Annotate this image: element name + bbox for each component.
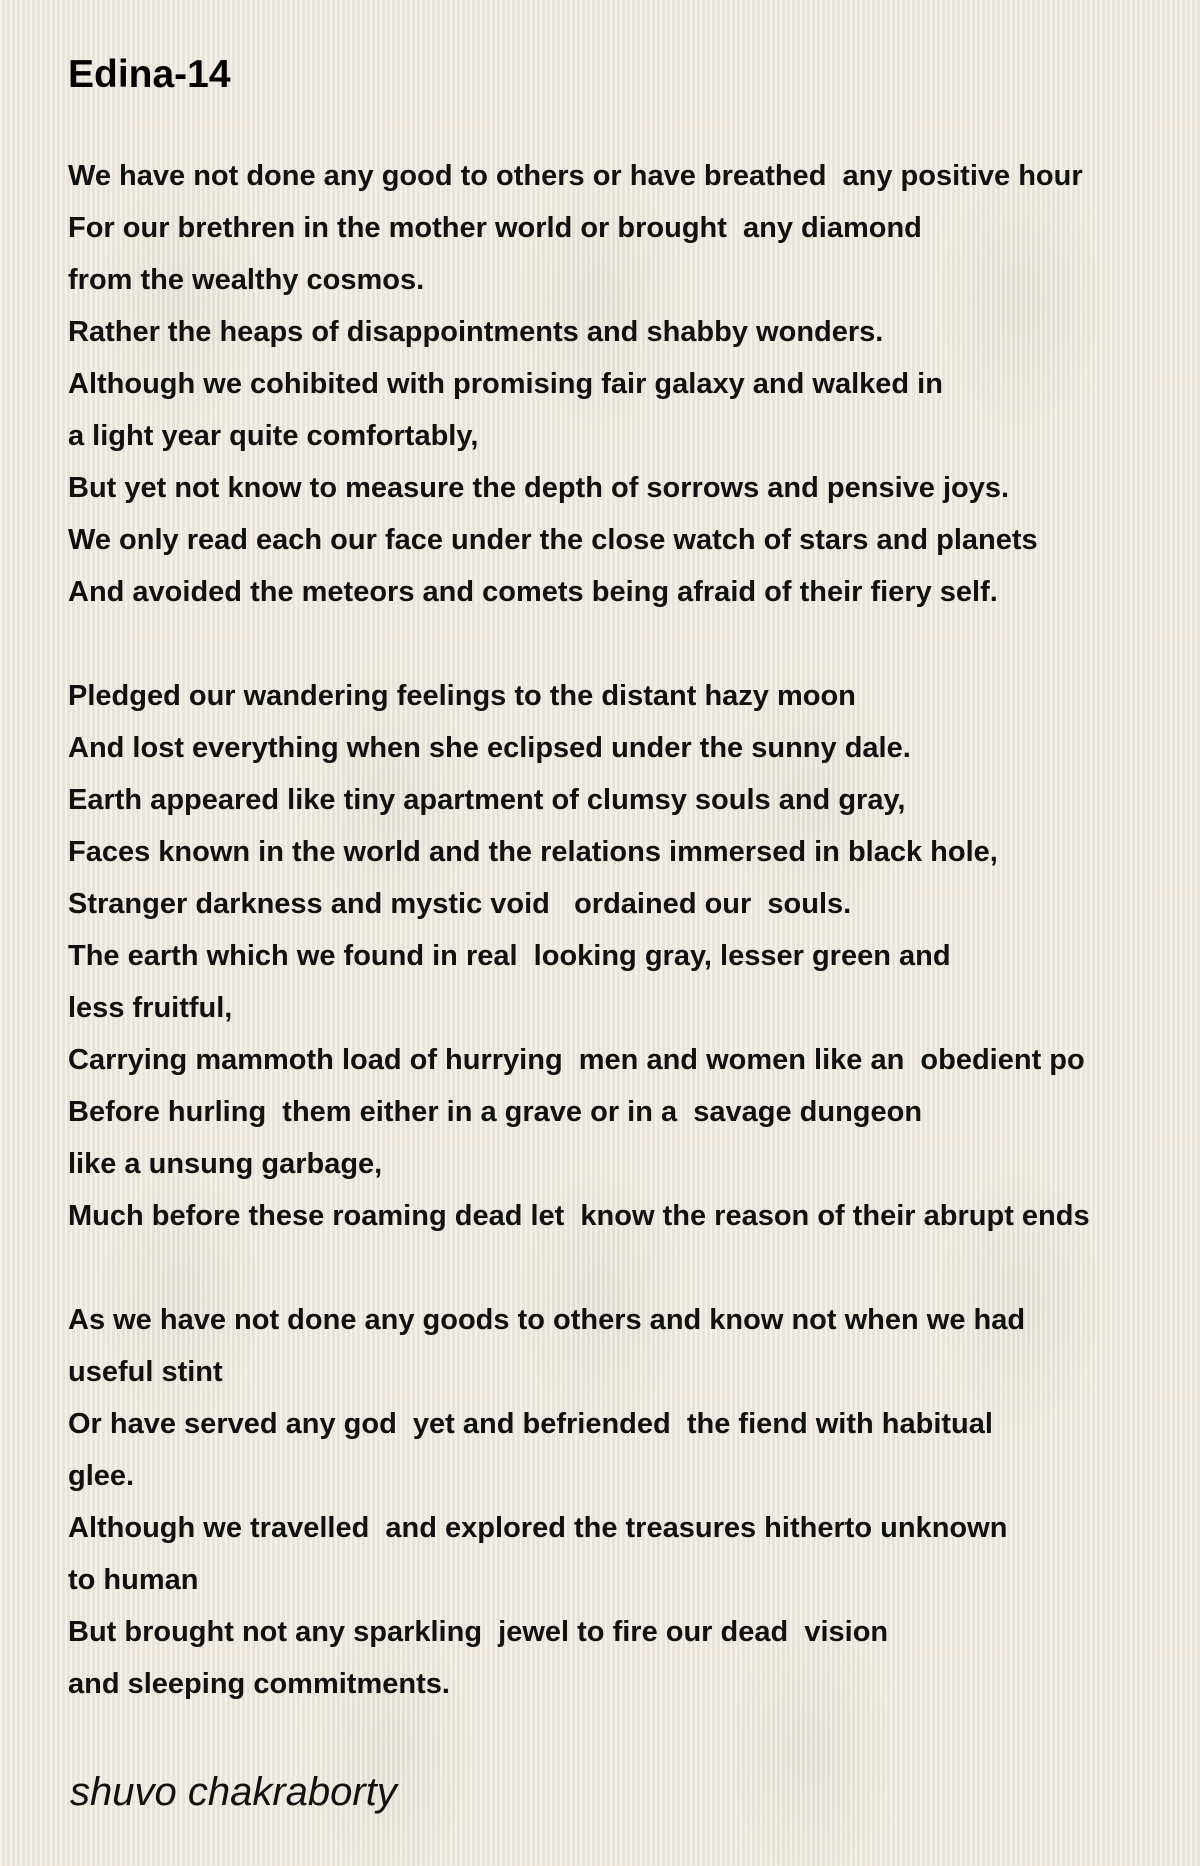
poem-line: a light year quite comfortably, bbox=[68, 420, 479, 452]
poem-line: from the wealthy cosmos. bbox=[68, 264, 425, 296]
poem-page bbox=[68, 0, 1200, 1866]
poem-line: Before hurling them either in a grave or in a savage dungeon bbox=[68, 1096, 923, 1128]
author-name: shuvo chakraborty bbox=[70, 1770, 397, 1814]
poem-line bbox=[68, 618, 1090, 670]
poem-line: less fruitful, bbox=[68, 992, 233, 1024]
poem-line: Or have served any god yet and befriended the fiend with habitual bbox=[68, 1408, 993, 1440]
poem-line bbox=[68, 1242, 1090, 1294]
poem-line: The earth which we found in real looking gray, lesser green and bbox=[68, 940, 951, 972]
poem-line: But brought not any sparkling jewel to fire our dead vision bbox=[68, 1616, 889, 1648]
poem-line: Carrying mammoth load of hurrying men and women like an obedient po bbox=[68, 1044, 1085, 1076]
poem-line: And avoided the meteors and comets being afraid of their fiery self. bbox=[68, 576, 998, 608]
poem-line: useful stint bbox=[68, 1356, 223, 1388]
poem-line: to human bbox=[68, 1564, 199, 1596]
poem-line: Earth appeared like tiny apartment of clumsy souls and gray, bbox=[68, 784, 906, 816]
poem-title: Edina-14 bbox=[68, 53, 231, 96]
poem-line: Although we cohibited with promising fair galaxy and walked in bbox=[68, 368, 943, 400]
poem-line: Stranger darkness and mystic void ordained our souls. bbox=[68, 888, 852, 920]
poem-line: like a unsung garbage, bbox=[68, 1148, 383, 1180]
poem-line: And lost everything when she eclipsed under the sunny dale. bbox=[68, 732, 911, 764]
poem-line: As we have not done any goods to others and know not when we had bbox=[68, 1304, 1026, 1336]
poem-line: Rather the heaps of disappointments and shabby wonders. bbox=[68, 316, 884, 348]
poem-line: We only read each our face under the close watch of stars and planets bbox=[68, 524, 1038, 556]
poem-line: We have not done any good to others or have breathed any positive hour bbox=[68, 160, 1083, 192]
poem-line: Pledged our wandering feelings to the distant hazy moon bbox=[68, 680, 856, 712]
poem-line: But yet not know to measure the depth of sorrows and pensive joys. bbox=[68, 472, 1010, 504]
poem-line: Faces known in the world and the relations immersed in black hole, bbox=[68, 836, 998, 868]
poem-line: glee. bbox=[68, 1460, 135, 1492]
poem-line: and sleeping commitments. bbox=[68, 1668, 450, 1700]
poem-line: For our brethren in the mother world or brought any diamond bbox=[68, 212, 922, 244]
poem-body bbox=[68, 150, 1090, 1710]
poem-line: Although we travelled and explored the treasures hitherto unknown bbox=[68, 1512, 1008, 1544]
poem-line: Much before these roaming dead let know the reason of their abrupt ends bbox=[68, 1200, 1090, 1232]
